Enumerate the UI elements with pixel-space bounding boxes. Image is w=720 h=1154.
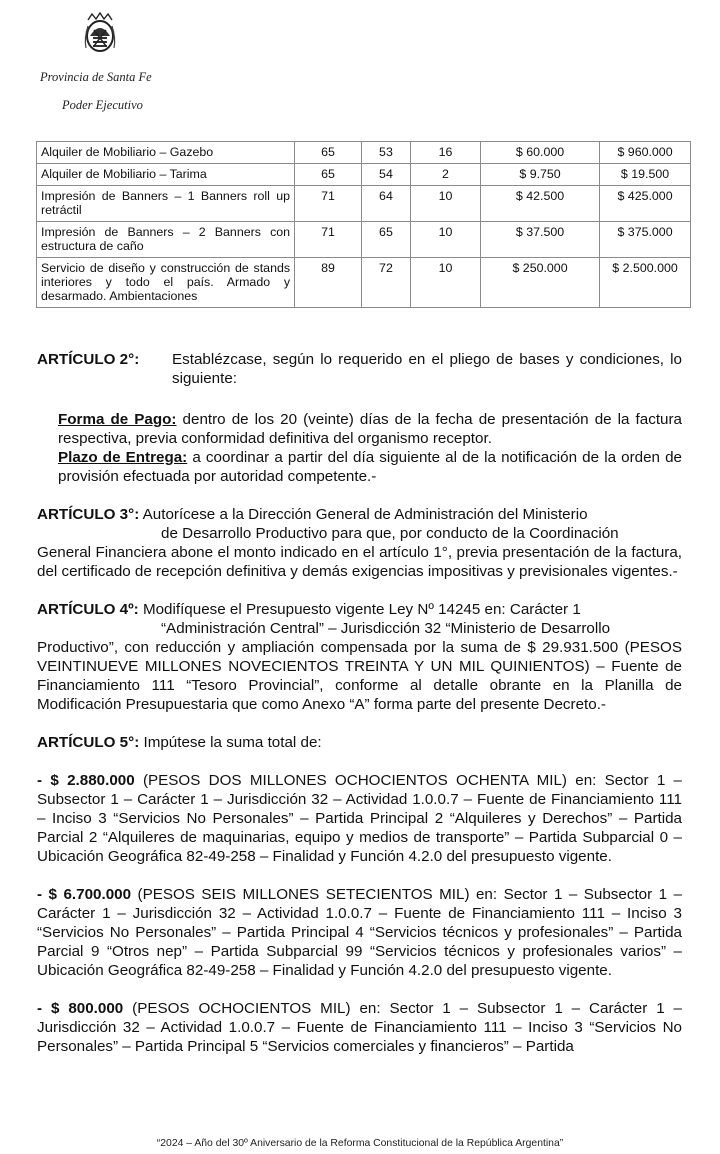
row-col2: 64 [361, 186, 410, 222]
row-total: $ 960.000 [600, 142, 691, 164]
article-4-text: Productivo”, con reducción y ampliación compensada por la suma de $ 29.931.500 (PESOS VEINTINUEVE MILLONES NOVECIENTOS TREINTA Y UN MIL QUINIENTOS) – Fuente de Financiamiento 111 “Tesoro Provincial”, conforme al detalle obrante en la Planilla de Modificación Presupuestaria que como Anexo “A” forma parte del presente Decreto.- [37, 639, 682, 713]
row-col1: 71 [295, 222, 362, 258]
item-prefix: - [37, 886, 49, 903]
row-col1: 65 [295, 142, 362, 164]
row-col2: 53 [361, 142, 410, 164]
footer-motto: “2024 – Año del 30º Aniversario de la Reforma Constitucional de la República Argentina” [156, 1138, 564, 1149]
item-text: (PESOS DOS MILLONES OCHOCIENTOS OCHENTA MIL) en: Sector 1 – Subsector 1 – Carácter 1 – Jurisdicción 32 – Actividad 1.0.0.7 – Fuente de Financiamiento 111 – Inciso 3 “Servicios No Personales” – Partida Principal 2 “Alquileres y Derechos” – Partida Parcial 2 “Alquileres de maquinarias, equipo y medios de transporte” – Partida Subparcial 0 – Ubicación Geográfica 82-49-258 – Finalidad y Función 4.2.0 del presupuesto vigente. [37, 772, 683, 865]
item-amount: $ 2.880.000 [50, 772, 135, 789]
provincial-seal-icon [82, 10, 118, 58]
row-quantity: 16 [411, 142, 481, 164]
row-unit-price: $ 250.000 [480, 258, 599, 308]
row-quantity: 10 [411, 186, 481, 222]
imputation-item [37, 885, 682, 980]
row-col2: 72 [361, 258, 410, 308]
row-description: Impresión de Banners – 1 Banners roll up retráctil [37, 186, 295, 222]
items-table [36, 141, 691, 308]
article-4-label: ARTÍCULO 4º: [37, 601, 139, 618]
row-total: $ 375.000 [600, 222, 691, 258]
row-unit-price: $ 60.000 [480, 142, 599, 164]
row-quantity: 10 [411, 222, 481, 258]
row-quantity: 10 [411, 258, 481, 308]
article-3-line1: Autorícese a la Dirección General de Administración del Ministerio [139, 506, 588, 523]
article-3-label: ARTÍCULO 3°: [37, 506, 140, 523]
executive-power: Poder Ejecutivo [62, 98, 143, 112]
article-3-text: General Financiera abone el monto indicado en el artículo 1°, previa presentación de la factura, del certificado de recepción definitiva y demás exigencias impositivas y previsionales vigentes.- [37, 544, 682, 580]
item-text: (PESOS OCHOCIENTOS MIL) en: Sector 1 – Subsector 1 – Carácter 1 – Jurisdicción 32 – Actividad 1.0.0.7 – Fuente de Financiamiento 111 – Inciso 3 “Servicios No Personales” – Partida Principal 5 “Servicios comerciales y financieros” – Partida [37, 1000, 682, 1055]
article-4-line1: Modifíquese el Presupuesto vigente Ley Nº 14245 en: Carácter 1 [138, 601, 581, 618]
item-prefix: - [37, 1000, 51, 1017]
table-row [37, 142, 691, 164]
row-total: $ 19.500 [600, 164, 691, 186]
imputation-item [37, 999, 682, 1056]
row-description: Servicio de diseño y construcción de stands interiores y todo el país. Armado y desarmado. Ambientaciones [37, 258, 295, 308]
province-name: Provincia de Santa Fe [40, 70, 152, 84]
delivery-label: Plazo de Entrega: [58, 449, 188, 466]
row-col1: 71 [295, 186, 362, 222]
article-3 [37, 505, 682, 581]
item-prefix: - [37, 772, 51, 789]
row-unit-price: $ 42.500 [480, 186, 599, 222]
article-2-label: ARTÍCULO 2°: [37, 351, 140, 368]
article-2-terms [58, 410, 682, 486]
row-description: Impresión de Banners – 2 Banners con estructura de caño [37, 222, 295, 258]
document-body [37, 350, 682, 1056]
payment-label: Forma de Pago: [58, 411, 177, 428]
row-unit-price: $ 9.750 [480, 164, 599, 186]
delivery-text: a coordinar a partir del día siguiente al de la notificación de la orden de provisión efectuada por autoridad competente.- [58, 449, 682, 485]
row-col2: 65 [361, 222, 410, 258]
article-4-line2: “Administración Central” – Jurisdicción 32 “Ministerio de Desarrollo [161, 620, 611, 637]
row-description: Alquiler de Mobiliario – Tarima [37, 164, 295, 186]
row-unit-price: $ 37.500 [480, 222, 599, 258]
row-quantity: 2 [411, 164, 481, 186]
row-total: $ 2.500.000 [600, 258, 691, 308]
article-5-label: ARTÍCULO 5°: [37, 734, 140, 751]
article-5-text: Impútese la suma total de: [139, 734, 322, 751]
table-row [37, 186, 691, 222]
payment-text: dentro de los 20 (veinte) días de la fecha de presentación de la factura respectiva, previa conformidad definitiva del organismo receptor. [58, 411, 682, 447]
article-2-text: Establézcase, según lo requerido en el pliego de bases y condiciones, lo siguiente: [172, 351, 682, 387]
row-col1: 89 [295, 258, 362, 308]
row-col2: 54 [361, 164, 410, 186]
article-2 [37, 350, 682, 388]
letterhead [30, 10, 170, 112]
article-5 [37, 733, 682, 752]
table-row [37, 258, 691, 308]
item-amount: $ 6.700.000 [48, 886, 132, 903]
row-total: $ 425.000 [600, 186, 691, 222]
row-col1: 65 [295, 164, 362, 186]
imputation-item [37, 771, 682, 866]
table-row [37, 222, 691, 258]
item-amount: $ 800.000 [50, 1000, 124, 1017]
item-text: (PESOS SEIS MILLONES SETECIENTOS MIL) en: Sector 1 – Subsector 1 – Carácter 1 – Jurisdicción 32 – Actividad 1.0.0.7 – Fuente de Financiamiento 111 – Inciso 3 “Servicios No Personales” – Partida Principal 4 “Servicios técnicos y profesionales” – Partida Parcial 9 “Otros nep” – Partida Subparcial 99 “Servicios técnicos y profesionales varios” – Ubicación Geográfica 82-49-258 – Finalidad y Función 4.2.0 del presupuesto vigente. [37, 886, 683, 979]
article-3-line2: de Desarrollo Productivo para que, por conducto de la Coordinación [161, 525, 619, 542]
row-description: Alquiler de Mobiliario – Gazebo [37, 142, 295, 164]
article-4 [37, 600, 682, 714]
table-row [37, 164, 691, 186]
